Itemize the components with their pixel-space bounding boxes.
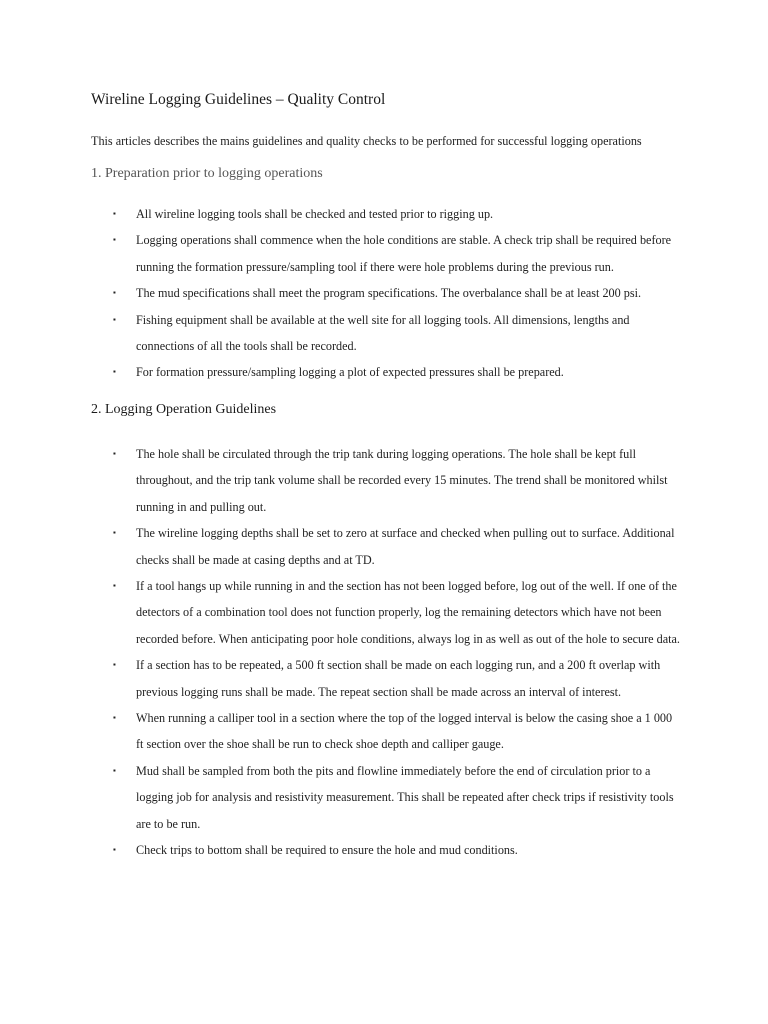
list-item-text: The wireline logging depths shall be set to zero at surface and checked when pulling out to surface. Additional checks shall be made at casing depths and at TD. — [136, 526, 675, 567]
bullet-icon: ▪ — [113, 235, 116, 245]
list-item-text: If a section has to be repeated, a 500 ft section shall be made on each logging run, and a 200 ft overlap with previous logging runs shall be made. The repeat section shall be made across an interval of interest. — [136, 658, 661, 699]
bullet-icon: ▪ — [113, 765, 116, 775]
list-item — [0, 359, 681, 385]
list-item — [0, 201, 681, 227]
bullet-icon: ▪ — [113, 209, 116, 218]
list-item — [0, 280, 681, 306]
list-item-text: If a tool hangs up while running in and the section has not been logged before, log out of the well. If one of the detectors of a combination tool does not function properly, log the remaining detectors which have not been recorded before. When anticipating poor hole conditions, always log in as well as out of the hole to secure data. — [136, 579, 680, 646]
list-item-text: When running a calliper tool in a section where the top of the logged interval is below the casing shoe a 1 000 ft section over the shoe shall be run to check shoe depth and calliper gauge. — [136, 711, 673, 752]
bullet-icon: ▪ — [113, 713, 116, 723]
list-item — [0, 520, 681, 573]
logging-guidelines-list — [0, 441, 681, 864]
list-item-text: Mud shall be sampled from both the pits and flowline immediately before the end of circulation prior to a logging job for analysis and resistivity measurement. This shall be repeated after check trips if resistivity tools are to be run. — [136, 763, 674, 831]
bullet-icon: ▪ — [113, 449, 116, 458]
bullet-icon: ▪ — [113, 367, 116, 377]
list-item — [0, 652, 681, 705]
section-heading-logging-operation: 2. Logging Operation Guidelines — [91, 402, 277, 417]
list-item-text: Fishing equipment shall be available at the well site for all logging tools. All dimensions, lengths and connections of all the tools shall be recorded. — [136, 312, 630, 354]
list-item-text: Check trips to bottom shall be required to ensure the hole and mud conditions. — [136, 843, 518, 858]
intro-paragraph: This articles describes the mains guidelines and quality checks to be performed for successful logging operations — [91, 134, 642, 148]
bullet-icon: ▪ — [113, 528, 116, 538]
preparation-list — [0, 201, 681, 386]
list-item — [0, 837, 681, 863]
list-item — [0, 705, 681, 758]
list-item — [0, 441, 681, 520]
list-item — [0, 758, 681, 837]
list-item-text: The hole shall be circulated through the trip tank during logging operations. The hole shall be kept full throughout, and the trip tank volume shall be recorded every 15 minutes. The trend shall be monitored whilst running in and pulling out. — [136, 447, 668, 514]
list-item-text: For formation pressure/sampling logging a plot of expected pressures shall be prepared. — [136, 365, 564, 380]
bullet-icon: ▪ — [113, 581, 116, 591]
section-heading-preparation: 1. Preparation prior to logging operations — [91, 166, 323, 181]
bullet-icon: ▪ — [113, 660, 116, 670]
list-item-text: All wireline logging tools shall be checked and tested prior to rigging up. — [136, 207, 494, 221]
list-item — [0, 307, 681, 360]
bullet-icon: ▪ — [113, 288, 116, 298]
list-item-text: Logging operations shall commence when the hole conditions are stable. A check trip shall be required before running the formation pressure/sampling tool if there were hole problems during the previous run. — [136, 233, 672, 274]
document-title: Wireline Logging Guidelines – Quality Control — [91, 91, 386, 108]
list-item — [0, 573, 681, 652]
list-item — [0, 227, 681, 280]
bullet-icon: ▪ — [113, 845, 116, 855]
bullet-icon: ▪ — [113, 314, 116, 324]
list-item-text: The mud specifications shall meet the program specifications. The overbalance shall be at least 200 psi. — [136, 286, 642, 301]
